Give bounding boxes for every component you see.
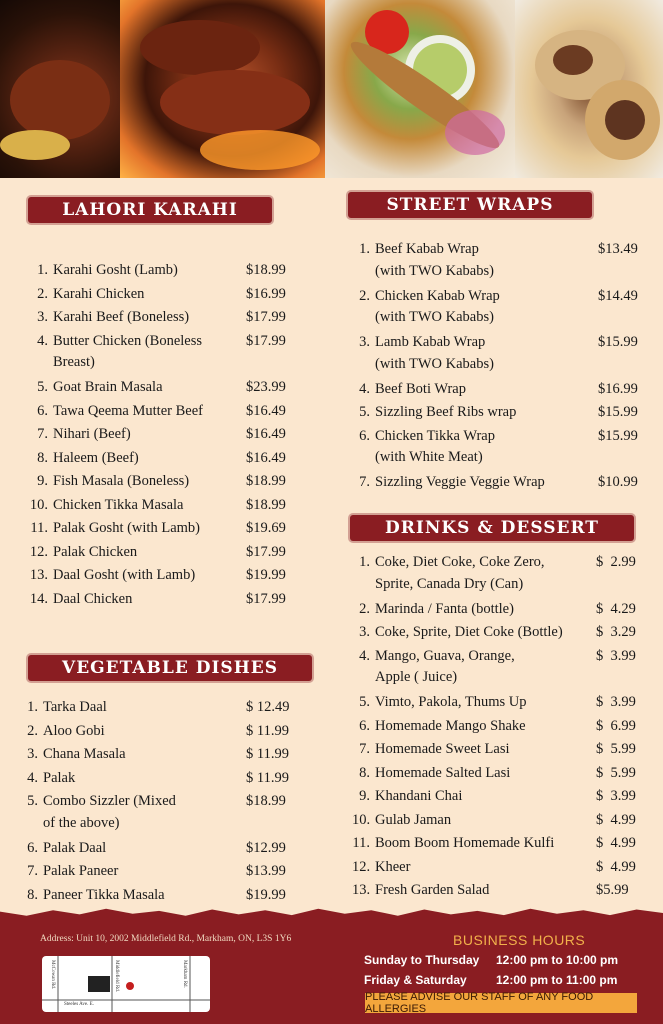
- map-label-middlefield: Middlefield Rd.: [114, 960, 119, 992]
- menu-item-price: $16.49: [246, 402, 286, 419]
- menu-item-name-cont: (with TWO Kababs): [375, 355, 494, 372]
- menu-item-price: $19.99: [246, 567, 286, 583]
- menu-item-price: $ 11.99: [246, 722, 289, 739]
- menu-item-name: Homemade Sweet Lasi: [375, 741, 510, 757]
- menu-item-price: $15.99: [598, 427, 638, 444]
- menu-item: [352, 809, 652, 833]
- menu-item: [352, 715, 652, 739]
- menu-item-name: Beef Boti Wrap: [375, 380, 466, 397]
- menu-item-name: Fresh Garden Salad: [375, 882, 490, 898]
- menu-item-name: Mango, Guava, Orange,: [375, 647, 515, 664]
- menu-item-name: Sizzling Veggie Veggie Wrap: [375, 474, 545, 490]
- menu-item-number: 3.: [37, 309, 48, 325]
- menu-item-number: 10.: [29, 496, 48, 513]
- menu-item-name: Chicken Tikka Wrap: [375, 427, 495, 444]
- menu-item-name: Marinda / Fanta (bottle): [375, 600, 514, 617]
- menu-item-number: 8.: [37, 449, 48, 466]
- lahori-karahi-list: [20, 259, 310, 611]
- menu-item-price: $18.99: [246, 793, 286, 809]
- menu-item-price: $14.49: [598, 287, 638, 304]
- menu-item: [352, 401, 652, 425]
- business-hours-title: BUSINESS HOURS: [453, 932, 586, 948]
- menu-item-name: Chana Masala: [43, 746, 126, 762]
- menu-item: [352, 551, 652, 594]
- menu-item-name: Homemade Mango Shake: [375, 717, 526, 734]
- menu-item: [20, 306, 310, 330]
- menu-item-number: 3.: [27, 746, 38, 762]
- menu-item-price: $15.99: [598, 334, 638, 350]
- seekh-kabab-photo: [325, 0, 515, 178]
- menu-item: [20, 259, 310, 283]
- menu-item: [20, 564, 310, 588]
- menu-item-price: $ 3.99: [596, 647, 636, 664]
- drinks-dessert-heading: DRINKS & DESSERT: [350, 515, 634, 541]
- menu-item-number: 3.: [359, 624, 370, 640]
- menu-item-price: $ 11.99: [246, 746, 289, 762]
- menu-item-number: 9.: [37, 473, 48, 489]
- food-photo-strip: [0, 0, 663, 178]
- menu-item-price: $16.99: [598, 380, 638, 397]
- menu-item-number: 7.: [359, 474, 370, 490]
- menu-item-name: Haleem (Beef): [53, 449, 139, 466]
- menu-item-name: Combo Sizzler (Mixed: [43, 793, 176, 809]
- grilled-chicken-photo: [0, 0, 120, 178]
- menu-item-name: Vimto, Pakola, Thums Up: [375, 694, 527, 710]
- menu-item-name: Karahi Beef (Boneless): [53, 309, 190, 325]
- bbq-drumsticks-photo: [120, 0, 325, 178]
- map-label-mccowan: McCowan Rd.: [50, 960, 55, 990]
- menu-item: [352, 331, 652, 374]
- menu-item-price: $ 6.99: [596, 717, 636, 734]
- menu-item: [20, 423, 310, 447]
- menu-item-price: $16.49: [246, 426, 286, 442]
- location-map: [42, 956, 210, 1012]
- menu-item-price: $17.99: [246, 590, 286, 607]
- menu-item-price: $ 2.99: [596, 554, 636, 570]
- menu-item: [20, 743, 310, 767]
- menu-item-price: $10.99: [598, 474, 638, 490]
- menu-item: [352, 785, 652, 809]
- menu-item-price: $ 4.99: [596, 811, 636, 828]
- menu-item-name: Palak Daal: [43, 839, 107, 856]
- menu-item-number: 5.: [359, 404, 370, 420]
- hours-days: Sunday to Thursday: [364, 953, 480, 967]
- menu-item-price: $5.99: [596, 882, 629, 898]
- menu-item-name: Chicken Kabab Wrap: [375, 287, 500, 304]
- menu-item-name: Palak Chicken: [53, 543, 138, 560]
- menu-item-number: 5.: [37, 379, 48, 395]
- menu-item-name: Nihari (Beef): [53, 426, 131, 442]
- kabab-wrap-photo: [515, 0, 663, 178]
- menu-item: [20, 767, 310, 791]
- vegetable-dishes-list: [20, 696, 310, 907]
- address-text: Address: Unit 10, 2002 Middlefield Rd., Markham, ON, L3S 1Y6: [40, 934, 292, 944]
- menu-item-name-cont: (with TWO Kababs): [375, 262, 494, 279]
- menu-item-number: 2.: [359, 600, 370, 617]
- menu-item-price: $16.99: [246, 285, 286, 302]
- menu-item-number: 11.: [352, 835, 370, 851]
- menu-item: [352, 738, 652, 762]
- menu-item-name-cont: (with White Meat): [375, 449, 483, 465]
- menu-item-name: Fish Masala (Boneless): [53, 473, 190, 489]
- menu-item: [352, 856, 652, 880]
- menu-item-number: 12.: [29, 543, 48, 560]
- map-label-steeles: Steeles Ave. E.: [64, 1002, 94, 1007]
- menu-item: [20, 588, 310, 612]
- menu-item-price: $19.99: [246, 886, 286, 903]
- menu-item: [352, 832, 652, 856]
- menu-item-number: 2.: [37, 285, 48, 302]
- hours-row-fri-sat: [364, 973, 617, 987]
- menu-item: [20, 696, 310, 720]
- menu-item: [352, 471, 652, 495]
- menu-item-number: 13.: [29, 567, 48, 583]
- menu-item-name: Palak Paneer: [43, 863, 119, 879]
- menu-item-name: Kheer: [375, 858, 411, 875]
- menu-item-name-cont: Sprite, Canada Dry (Can): [375, 575, 524, 592]
- menu-item-price: $ 3.99: [596, 788, 636, 804]
- menu-item: [352, 762, 652, 786]
- menu-item-price: $ 11.99: [246, 769, 289, 786]
- menu-item-price: $ 3.99: [596, 694, 636, 710]
- menu-item: [352, 621, 652, 645]
- menu-item-price: $ 4.29: [596, 600, 636, 617]
- menu-item: [352, 285, 652, 328]
- menu-item-price: $17.99: [246, 332, 286, 349]
- menu-item-number: 7.: [359, 741, 370, 757]
- menu-item-name: Daal Gosht (with Lamb): [53, 567, 196, 583]
- menu-item-price: $17.99: [246, 309, 286, 325]
- menu-item: [20, 400, 310, 424]
- menu-item: [20, 447, 310, 471]
- hours-time: 12:00 pm to 11:00 pm: [496, 973, 618, 987]
- menu-item: [20, 790, 310, 833]
- menu-item-price: $15.99: [598, 404, 638, 420]
- menu-item-number: 6.: [359, 427, 370, 444]
- menu-item-name: Boom Boom Homemade Kulfi: [375, 835, 555, 851]
- menu-item-price: $ 4.99: [596, 835, 636, 851]
- menu-item-number: 1.: [359, 554, 370, 570]
- hours-time: 12:00 pm to 10:00 pm: [496, 953, 619, 967]
- menu-item-name: Chicken Tikka Masala: [53, 496, 184, 513]
- menu-item-price: $18.99: [246, 262, 286, 278]
- menu-item-name: Goat Brain Masala: [53, 379, 163, 395]
- menu-item-name: Tarka Daal: [43, 699, 107, 715]
- menu-item-number: 5.: [27, 793, 38, 809]
- menu-item-name: Aloo Gobi: [43, 722, 105, 739]
- menu-item: [352, 645, 652, 688]
- menu-item-number: 8.: [359, 764, 370, 781]
- menu-item-price: $18.99: [246, 473, 286, 489]
- menu-item-number: 2.: [27, 722, 38, 739]
- allergy-notice: PLEASE ADVISE OUR STAFF OF ANY FOOD ALLERGIES: [365, 993, 637, 1013]
- menu-item-number: 6.: [27, 839, 38, 856]
- menu-item-name: Homemade Salted Lasi: [375, 764, 511, 781]
- menu-item-name-cont: Breast): [53, 354, 95, 370]
- menu-item-name: Coke, Sprite, Diet Coke (Bottle): [375, 624, 563, 640]
- menu-item-number: 11.: [30, 520, 48, 536]
- menu-item: [20, 837, 310, 861]
- menu-item-number: 4.: [359, 380, 370, 397]
- menu-item-number: 1.: [37, 262, 48, 278]
- menu-item-price: $12.99: [246, 839, 286, 856]
- menu-item-name: Palak Gosht (with Lamb): [53, 520, 200, 536]
- menu-item-number: 5.: [359, 694, 370, 710]
- menu-item-price: $19.69: [246, 520, 286, 536]
- menu-item-number: 1.: [359, 241, 370, 257]
- menu-item-price: $ 3.29: [596, 624, 636, 640]
- menu-item-name-cont: (with TWO Kababs): [375, 309, 494, 325]
- menu-item-number: 10.: [352, 811, 371, 828]
- drinks-dessert-list: [352, 551, 652, 903]
- menu-item-number: 8.: [27, 886, 38, 903]
- menu-item-name: Beef Kabab Wrap: [375, 241, 479, 257]
- menu-item-price: $18.99: [246, 496, 286, 513]
- menu-item-price: $ 12.49: [246, 699, 290, 715]
- menu-item: [352, 238, 652, 281]
- menu-item-number: 1.: [27, 699, 38, 715]
- menu-item: [20, 494, 310, 518]
- menu-item: [20, 283, 310, 307]
- menu-item: [20, 470, 310, 494]
- menu-item-price: $17.99: [246, 543, 286, 560]
- menu-item-price: $ 5.99: [596, 764, 636, 781]
- menu-item-price: $13.49: [598, 241, 638, 257]
- menu-item-name: Butter Chicken (Boneless: [53, 332, 203, 349]
- menu-item: [352, 425, 652, 468]
- menu-item: [20, 884, 310, 908]
- menu-item: [20, 330, 310, 373]
- menu-item-number: 6.: [359, 717, 370, 734]
- hours-row-sun-thu: [364, 953, 618, 967]
- street-wraps-heading: STREET WRAPS: [348, 192, 592, 218]
- menu-item-name: Karahi Chicken: [53, 285, 145, 302]
- menu-item-number: 4.: [359, 647, 370, 664]
- menu-item-name: Palak: [43, 769, 76, 786]
- menu-item-name: Lamb Kabab Wrap: [375, 334, 486, 350]
- menu-item-price: $ 5.99: [596, 741, 636, 757]
- menu-item-price: $23.99: [246, 379, 286, 395]
- menu-item-name-cont: Apple ( Juice): [375, 669, 458, 685]
- menu-item-price: $ 4.99: [596, 858, 636, 875]
- hours-days: Friday & Saturday: [364, 973, 467, 987]
- menu-item-price: $16.49: [246, 449, 286, 466]
- menu-item-number: 13.: [352, 882, 371, 898]
- menu-item-number: 4.: [27, 769, 38, 786]
- menu-item-number: 7.: [27, 863, 38, 879]
- menu-item-number: 12.: [352, 858, 371, 875]
- menu-item-number: 6.: [37, 402, 48, 419]
- lahori-karahi-heading: LAHORI KARAHI: [28, 197, 272, 223]
- menu-item: [20, 860, 310, 884]
- menu-item-name: Karahi Gosht (Lamb): [53, 262, 178, 278]
- menu-item-number: 2.: [359, 287, 370, 304]
- menu-item: [20, 376, 310, 400]
- menu-item: [20, 541, 310, 565]
- menu-item-number: 3.: [359, 334, 370, 350]
- menu-item-name: Tawa Qeema Mutter Beef: [53, 402, 203, 419]
- menu-item-number: 9.: [359, 788, 370, 804]
- menu-item-price: $13.99: [246, 863, 286, 879]
- menu-item-name: Gulab Jaman: [375, 811, 452, 828]
- menu-item: [352, 598, 652, 622]
- menu-item-number: 7.: [37, 426, 48, 442]
- menu-item: [20, 720, 310, 744]
- map-label-markham: Markham Rd.: [182, 960, 187, 988]
- menu-item-name: Daal Chicken: [53, 590, 133, 607]
- street-wraps-list: [352, 238, 652, 495]
- menu-item-number: 4.: [37, 332, 48, 349]
- menu-item: [352, 378, 652, 402]
- menu-item-name: Coke, Diet Coke, Coke Zero,: [375, 554, 545, 570]
- menu-item: [352, 879, 652, 903]
- menu-item: [352, 691, 652, 715]
- menu-item-name: Paneer Tikka Masala: [43, 886, 165, 903]
- menu-item: [20, 517, 310, 541]
- menu-item-name-cont: of the above): [43, 814, 120, 831]
- menu-item-number: 14.: [29, 590, 48, 607]
- vegetable-dishes-heading: VEGETABLE DISHES: [28, 655, 312, 681]
- menu-item-name: Khandani Chai: [375, 788, 463, 804]
- menu-item-name: Sizzling Beef Ribs wrap: [375, 404, 517, 420]
